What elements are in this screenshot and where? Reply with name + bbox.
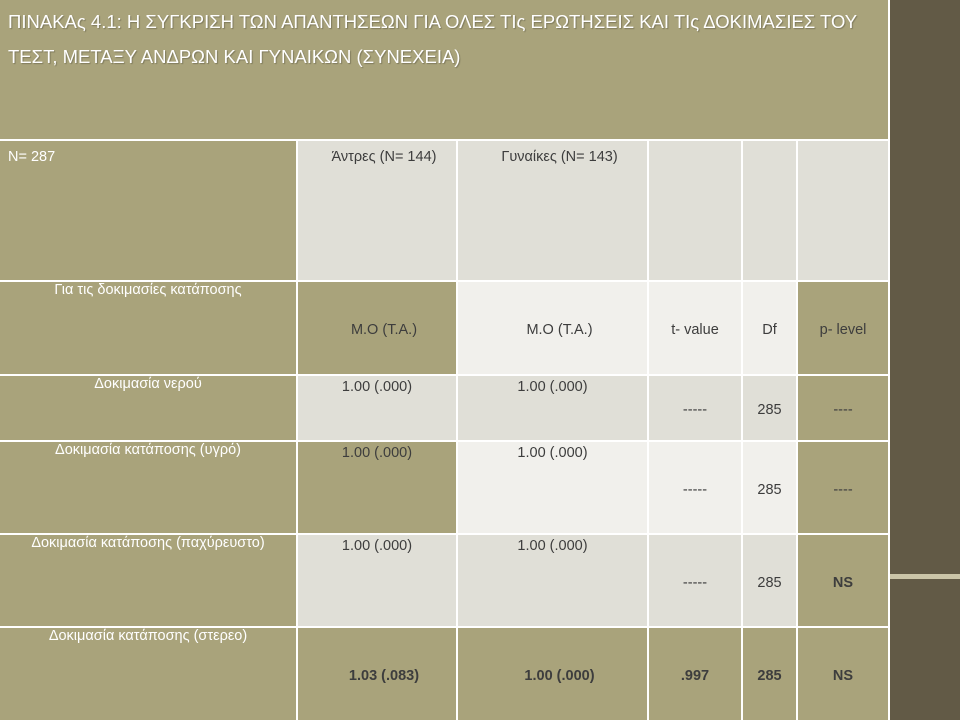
cell-header-empty-t xyxy=(649,141,741,280)
df-value xyxy=(743,376,796,440)
t-value xyxy=(649,535,741,626)
row-label xyxy=(0,376,296,440)
comparison-table xyxy=(0,141,888,720)
men-mean-sd: 1.00 (.000) xyxy=(341,379,413,395)
p-level-label: p- level xyxy=(819,322,867,338)
cell-header-empty-p xyxy=(798,141,888,280)
cell-women-header xyxy=(458,141,647,280)
women-mean-sd: 1.00 (.000) xyxy=(517,379,588,395)
df-value-text: 285 xyxy=(757,481,782,498)
side-decoration-band xyxy=(890,574,960,579)
title-line-1: ΠΙΝΑΚΑς 4.1: Η ΣΥΓΚΡΙΣΗ ΤΩΝ ΑΠΑΝΤΗΣΕΩΝ ΓΙΑ ΟΛΕΣ ΤΙς ΕΡΩΤΗΣΕΙΣ ΚΑΙ ΤΙς ΔΟΚΙΜΑΣΙΕΣ ΤΟΥ xyxy=(8,11,858,32)
cell-women-stat-header xyxy=(458,282,647,374)
test-name: Δοκιμασία κατάποσης (παχύρευστο) xyxy=(31,535,265,551)
p-value xyxy=(798,535,888,626)
t-value-text: ----- xyxy=(682,574,708,591)
df-value xyxy=(743,535,796,626)
men-stat-label: Μ.Ο (Τ.Α.) xyxy=(350,322,418,338)
t-value-text: ----- xyxy=(682,402,708,418)
women-value xyxy=(458,628,647,720)
men-mean-sd: 1.03 (.083) xyxy=(348,668,420,684)
df-label: Df xyxy=(762,322,777,338)
row-label xyxy=(0,442,296,533)
p-value-text: NS xyxy=(832,668,854,684)
test-name: Δοκιμασία νερού xyxy=(94,376,202,392)
df-value xyxy=(743,442,796,533)
section-label: Για τις δοκιμασίες κατάποσης xyxy=(54,282,242,298)
t-value-text: ----- xyxy=(682,481,708,498)
men-value xyxy=(298,442,456,533)
cell-section-label xyxy=(0,282,296,374)
row-label xyxy=(0,628,296,720)
p-value xyxy=(798,628,888,720)
women-mean-sd: 1.00 (.000) xyxy=(524,668,595,684)
men-header-label: Άντρες (N= 144) xyxy=(331,149,437,165)
women-stat-label: Μ.Ο (Τ.Α.) xyxy=(526,322,593,338)
slide-title xyxy=(8,4,857,74)
p-value-text: ---- xyxy=(833,402,853,418)
df-value-text: 285 xyxy=(757,402,782,418)
p-value xyxy=(798,376,888,440)
row-label xyxy=(0,535,296,626)
cell-men-header xyxy=(298,141,456,280)
women-mean-sd: 1.00 (.000) xyxy=(517,445,588,461)
test-name: Δοκιμασία κατάποσης (στερεο) xyxy=(48,628,248,644)
cell-df-header xyxy=(743,282,796,374)
cell-p-level-header xyxy=(798,282,888,374)
t-value xyxy=(649,442,741,533)
t-value xyxy=(649,628,741,720)
men-value xyxy=(298,535,456,626)
p-value-text: NS xyxy=(832,574,854,591)
women-value xyxy=(458,442,647,533)
cell-header-empty-df xyxy=(743,141,796,280)
men-mean-sd: 1.00 (.000) xyxy=(341,445,413,461)
women-value xyxy=(458,535,647,626)
test-name: Δοκιμασία κατάποσης (υγρό) xyxy=(55,442,241,458)
t-value xyxy=(649,376,741,440)
total-n-label: N= 287 xyxy=(8,149,56,165)
title-area xyxy=(0,0,888,139)
men-mean-sd: 1.00 (.000) xyxy=(341,538,413,554)
df-value xyxy=(743,628,796,720)
title-line-2: ΤΕΣΤ, ΜΕΤΑΞΥ ΑΝΔΡΩΝ ΚΑΙ ΓΥΝΑΙΚΩΝ (ΣΥΝΕΧΕΙΑ) xyxy=(8,46,461,67)
women-value xyxy=(458,376,647,440)
p-value-text: ---- xyxy=(833,481,853,498)
side-decoration-strip xyxy=(890,0,960,720)
women-mean-sd: 1.00 (.000) xyxy=(517,538,588,554)
df-value-text: 285 xyxy=(757,574,782,591)
cell-total-n xyxy=(0,141,296,280)
women-header-label: Γυναίκες (N= 143) xyxy=(501,149,618,165)
cell-men-stat-header xyxy=(298,282,456,374)
men-value xyxy=(298,628,456,720)
t-value-text: .997 xyxy=(680,668,710,684)
men-value xyxy=(298,376,456,440)
t-value-label: t- value xyxy=(671,322,719,338)
df-value-text: 285 xyxy=(757,668,782,684)
cell-t-value-header xyxy=(649,282,741,374)
p-value xyxy=(798,442,888,533)
